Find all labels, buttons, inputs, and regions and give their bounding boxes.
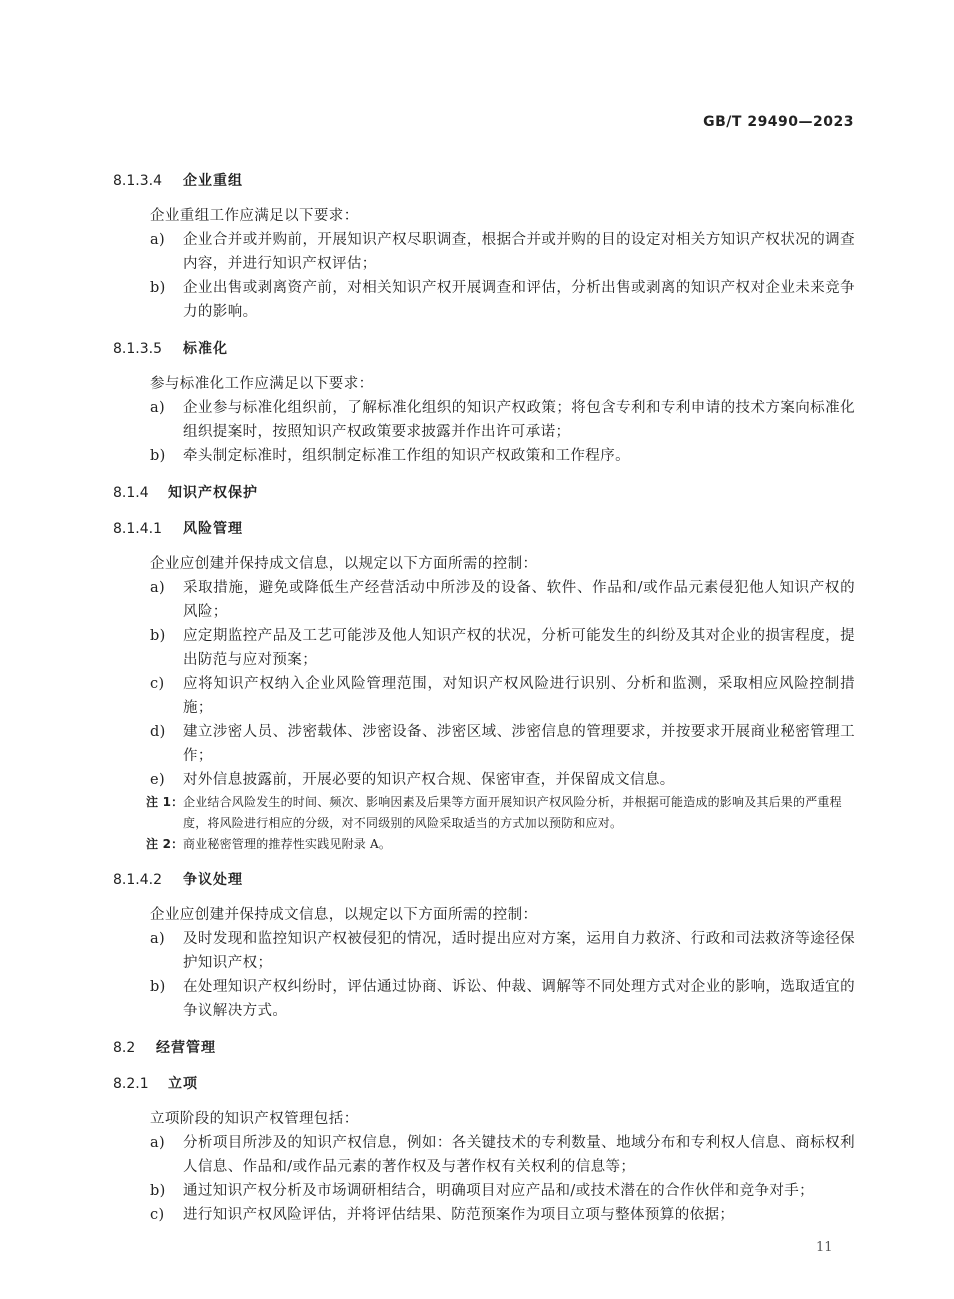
list-item (113, 624, 855, 672)
list-item-text: 采取措施，避免或降低生产经营活动中所涉及的设备、软件、作品和/或作品元素侵犯他人知识产权的风险； (183, 580, 855, 620)
list-item-text: 企业合并或并购前，开展知识产权尽职调查，根据合并或并购的目的设定对相关方知识产权状况的调查内容，并进行知识产权评估； (183, 232, 855, 272)
section-title: 企业重组 (183, 173, 243, 189)
intro-paragraph: 企业应创建并保持成文信息，以规定以下方面所需的控制： (150, 556, 538, 572)
list-item (113, 1179, 855, 1203)
list-marker: b) (150, 628, 166, 644)
note (113, 792, 855, 834)
section-number: 8.1.4 (113, 485, 149, 501)
list-item-text: 及时发现和监控知识产权被侵犯的情况，适时提出应对方案，运用自力救济、行政和司法救济等途径保护知识产权； (183, 931, 855, 971)
section-heading-8-2 (113, 1035, 855, 1061)
list-item-text: 应定期监控产品及工艺可能涉及他人知识产权的状况，分析可能发生的纠纷及其对企业的损害程度，提出防范与应对预案； (183, 628, 855, 668)
list-item (113, 768, 855, 792)
list-marker: c) (150, 1207, 165, 1223)
section-title: 经营管理 (156, 1040, 216, 1056)
section-8-2-1 (113, 1071, 855, 1227)
section-number: 8.1.4.1 (113, 521, 162, 537)
standard-code: GB/T 29490—2023 (703, 114, 854, 130)
list-item-text: 进行知识产权风险评估，并将评估结果、防范预案作为项目立项与整体预算的依据； (183, 1207, 735, 1223)
list-item (113, 1131, 855, 1179)
section-8-1-3-5 (113, 336, 855, 468)
list-item-text: 建立涉密人员、涉密载体、涉密设备、涉密区域、涉密信息的管理要求，并按要求开展商业秘密管理工作； (183, 724, 855, 764)
list-marker: a) (150, 931, 166, 947)
intro-paragraph: 企业应创建并保持成文信息，以规定以下方面所需的控制： (150, 907, 538, 923)
section-title: 争议处理 (183, 872, 243, 888)
note-label: 注 1： (146, 795, 184, 809)
list-item-text: 通过知识产权分析及市场调研相结合，明确项目对应产品和/或技术潜在的合作伙伴和竞争对手； (183, 1183, 815, 1199)
section-title: 风险管理 (183, 521, 243, 537)
section-number: 8.1.3.5 (113, 341, 162, 357)
section-8-1-4-1 (113, 516, 855, 855)
intro-paragraph: 立项阶段的知识产权管理包括： (150, 1111, 359, 1127)
list-item-text: 对外信息披露前，开展必要的知识产权合规、保密审查，并保留成文信息。 (183, 772, 675, 788)
list-item (113, 672, 855, 720)
list-marker: b) (150, 979, 166, 995)
list-item (113, 1203, 855, 1227)
section-heading (113, 516, 855, 542)
note (113, 834, 855, 855)
list-item (113, 444, 855, 468)
list-item (113, 720, 855, 768)
list-marker: a) (150, 400, 166, 416)
list-marker: e) (150, 772, 166, 788)
list-marker: d) (150, 724, 166, 740)
list-item-text: 企业参与标准化组织前，了解标准化组织的知识产权政策；将包含专利和专利申请的技术方案向标准化组织提案时，按照知识产权政策要求披露并作出许可承诺； (183, 400, 855, 440)
list-marker: a) (150, 232, 166, 248)
section-8-1-3-4 (113, 168, 855, 324)
list-item-text: 分析项目所涉及的知识产权信息，例如：各关键技术的专利数量、地域分布和专利权人信息、商标权利人信息、作品和/或作品元素的著作权及与著作权有关权利的信息等； (183, 1135, 855, 1175)
section-heading (113, 867, 855, 893)
list-marker: b) (150, 448, 166, 464)
note-text: 企业结合风险发生的时间、频次、影响因素及后果等方面开展知识产权风险分析，并根据可能造成的影响及其后果的严重程度，将风险进行相应的分级，对不同级别的风险采取适当的方式加以预防和应对。 (183, 795, 842, 830)
section-number: 8.2.1 (113, 1076, 149, 1092)
section-number: 8.1.3.4 (113, 173, 162, 189)
section-heading (113, 1071, 855, 1097)
list-item (113, 927, 855, 975)
note-label: 注 2： (146, 837, 184, 851)
list-item (113, 576, 855, 624)
list-item (113, 276, 855, 324)
section-title: 标准化 (183, 341, 228, 357)
list-marker: c) (150, 676, 165, 692)
section-heading-8-1-4 (113, 480, 855, 506)
list-item (113, 228, 855, 276)
section-heading (113, 168, 855, 194)
page-content (113, 168, 855, 1239)
intro-paragraph: 企业重组工作应满足以下要求： (150, 208, 359, 224)
page-number: 11 (816, 1240, 833, 1255)
section-8-1-4-2 (113, 867, 855, 1023)
list-marker: a) (150, 580, 166, 596)
list-item-text: 企业出售或剥离资产前，对相关知识产权开展调查和评估，分析出售或剥离的知识产权对企业未来竞争力的影响。 (183, 280, 855, 320)
section-title: 立项 (168, 1076, 198, 1092)
note-text: 商业秘密管理的推荐性实践见附录 A。 (183, 837, 392, 851)
section-number: 8.2 (113, 1040, 136, 1056)
list-item-text: 在处理知识产权纠纷时，评估通过协商、诉讼、仲裁、调解等不同处理方式对企业的影响，选取适宜的争议解决方式。 (183, 979, 855, 1019)
list-item-text: 应将知识产权纳入企业风险管理范围，对知识产权风险进行识别、分析和监测，采取相应风险控制措施； (183, 676, 855, 716)
list-marker: b) (150, 280, 166, 296)
list-marker: b) (150, 1183, 166, 1199)
intro-paragraph: 参与标准化工作应满足以下要求： (150, 376, 374, 392)
list-item (113, 975, 855, 1023)
section-number: 8.1.4.2 (113, 872, 162, 888)
list-item-text: 牵头制定标准时，组织制定标准工作组的知识产权政策和工作程序。 (183, 448, 630, 464)
list-item (113, 396, 855, 444)
section-title: 知识产权保护 (168, 485, 258, 501)
section-heading (113, 336, 855, 362)
list-marker: a) (150, 1135, 166, 1151)
